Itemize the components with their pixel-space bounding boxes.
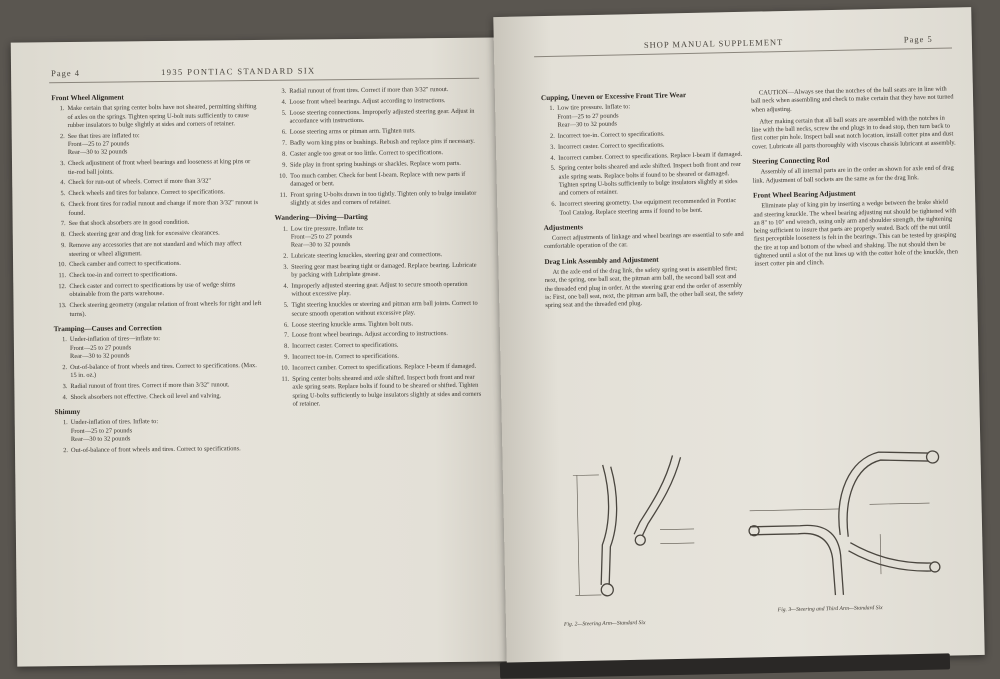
right-page-title: SHOP MANUAL SUPPLEMENT: [643, 37, 784, 50]
list-item-text: Badly worn king pins or bushings. Rebush and replace pins if necessary.: [289, 137, 475, 147]
paragraph: Eliminate play of king pin by inserting a wedge between the brake shield and steering knuckle. The wheel bearing adjusting nut should be tightened with an 8" to 10" end wrench, using only arm and shoulder strength, the tightening being sufficient to insure that parts are properly seated. Back off the nut until first perceptible looseness is felt in the bearings. This can be tested by grasping the tire at top and bottom of the wheel and shaking. The nut should then be tightened until a slot of the nut lines up with the cotter hole of the knuckle, then insert cotter pin and clinch.: [753, 198, 958, 269]
list-item-number: 11.: [58, 272, 67, 280]
list-item: [55, 417, 263, 444]
list-item-text: Front spring U-bolts drawn in too tightly. Tighten only to bulge insulator slightly at sides and corners of retainer.: [290, 189, 477, 207]
right-column-2: [751, 85, 959, 273]
list-item-text: Loose front wheel bearings. Adjust according to instructions.: [291, 330, 448, 340]
list-item: [276, 341, 482, 351]
list-item-text: Check caster and correct to specifications by use of wedge shims obtainable from the parts warehouse.: [69, 281, 236, 299]
list-item-number: 9.: [282, 161, 288, 169]
list-item-number: 1.: [282, 225, 288, 233]
list-item-number: 1.: [62, 336, 67, 344]
list-item-number: 4.: [60, 179, 66, 187]
paragraph: At the axle end of the drag link, the safety spring seat is assembled first; next, the spring, one ball seat, the pitman arm ball, the second ball seat and the threaded end plug in order. At the steering gear end the order of assembly is: First, one ball seat, next, the pitman arm ball, the other ball seat, the safety spring seat and the threaded end plug.: [544, 265, 744, 310]
list-item-number: 7.: [60, 220, 66, 228]
list-item-number: 11.: [281, 375, 290, 383]
list-item: [51, 103, 259, 130]
fig2-ball-joint: [601, 584, 613, 596]
section-heading: Cupping, Uneven or Excessive Front Tire Wear: [540, 91, 687, 103]
list-item: [53, 240, 261, 259]
list-item-number: 6.: [283, 321, 289, 329]
fig2-steering-arm-drawing: [552, 443, 716, 621]
list-item-number: 3.: [281, 87, 287, 95]
list-item: [52, 188, 260, 198]
list-item: [276, 319, 482, 329]
fig2-dim-tick-top: [573, 475, 599, 476]
list-item-number: 1.: [59, 105, 65, 113]
list-item-text: Check wheels and tires for balance. Correct to specifications.: [68, 188, 225, 198]
right-page: [493, 7, 984, 665]
list-item-text: Check adjustment of front wheel bearings and looseness at king pins or tie-rod ball joints.: [67, 158, 251, 176]
list-item-number: 5.: [550, 165, 556, 173]
fig3-third-arm-edge: [750, 533, 835, 597]
list-item-text: Lubricate steering knuckles, steering gear and connections.: [290, 251, 443, 260]
list-item: [274, 189, 480, 208]
list-item-number: 7.: [281, 139, 287, 147]
right-page-label: Page 5: [903, 33, 933, 45]
right-column-1: [541, 90, 746, 315]
list-item-text: Incorrect caster. Correct to specifications.: [291, 341, 399, 351]
list-item-number: 1.: [549, 105, 555, 113]
list-item-text: Loose steering connections. Improperly adjusted steering gear. Adjust in accordance with instructions.: [289, 107, 475, 125]
list-item-text: Check for run-out of wheels. Correct if more than 3/32": [68, 177, 212, 187]
fig2-dimension-line: [577, 475, 580, 595]
list-item-text: Incorrect caster. Correct to specifications.: [557, 141, 665, 151]
list-item: [52, 199, 260, 218]
list-item-number: 5.: [60, 190, 66, 198]
fig3-upper-arm: [838, 451, 931, 535]
fig2-arm-shape: [599, 465, 611, 585]
fig3-caption: Fig. 3—Steering and Third Arm—Standard Six: [777, 605, 883, 614]
list-item: [276, 374, 482, 409]
fig3-dim-line-3: [880, 534, 881, 574]
list-item: [276, 363, 482, 373]
left-page: [11, 37, 512, 666]
list-item-number: 3.: [60, 160, 66, 168]
list-item-text: Incorrect camber. Correct to specifications. Replace I-beam if damaged.: [558, 150, 743, 162]
list-item-text: Remove any accessories that are not standard and which may affect steering or wheel alignment.: [68, 240, 242, 258]
list-item-text: See that shock absorbers are in good condition.: [68, 219, 190, 228]
list-item-text: Loose steering arms or pitman arm. Tighten nuts.: [289, 127, 416, 136]
list-item-text: Under-inflation of tires—inflate to: Front—25 to 27 pounds Rear—30 to 32 pounds: [69, 335, 161, 360]
list-item-number: 2.: [283, 252, 289, 260]
list-item-number: 4.: [281, 98, 287, 106]
section-heading: Wandering—Diving—Darting: [274, 213, 368, 223]
section-heading: Shimmy: [54, 408, 81, 417]
fig3-upper-ball: [926, 451, 938, 463]
section-heading: Tramping—Causes and Correction: [53, 323, 162, 334]
list-item-text: Spring center bolts sheared and axle shifted. Inspect both front and rear axle spring seats. Replace bolts if found to be sheared or damaged. Tighten spring U-bolts sufficiently to bulge insulators slightly at sides and corners of retainer.: [558, 161, 741, 198]
list-item-number: 5.: [283, 302, 289, 310]
left-page-label: Page 4: [51, 67, 81, 79]
list-item: [543, 197, 743, 218]
list-item-text: Check camber and correct to specifications.: [69, 260, 181, 269]
list-item-text: Incorrect toe-in. Correct to specifications.: [557, 130, 665, 140]
list-item-number: 2.: [62, 363, 68, 371]
fig3-lower-arm: [850, 541, 930, 565]
fig3-upper-arm-edge: [846, 459, 930, 537]
list-item-text: Radial runout of front tires. Correct if more than 3/32" runout.: [70, 381, 230, 390]
section-heading: Front Wheel Alignment: [51, 93, 124, 103]
list-item-number: 7.: [283, 332, 289, 340]
left-page-title: 1935 PONTIAC STANDARD SIX: [161, 65, 316, 78]
list-item: [53, 281, 261, 300]
list-item-text: Too much camber. Check for bent I-beam. Replace with new parts if damaged or bent.: [290, 170, 466, 188]
list-item: [53, 229, 261, 239]
list-item-number: 6.: [281, 128, 287, 136]
fig3-steering-third-arm-drawing: [728, 423, 952, 608]
fig3-lower-arm-edge: [849, 549, 931, 573]
list-item-number: 6.: [60, 201, 66, 209]
fig3-third-arm: [750, 525, 843, 597]
left-column-1: [51, 92, 263, 458]
list-item: [54, 334, 262, 361]
list-item: [52, 177, 260, 187]
list-item-number: 1.: [62, 419, 68, 427]
paragraph: CAUTION—Always see that the notches of the ball seats are in line with ball neck when assembling and check to make certain that they have not turned when adjusting.: [751, 85, 954, 114]
list-item-number: 2.: [59, 132, 65, 140]
list-item-number: 3.: [550, 143, 556, 151]
fig3-lower-ball: [930, 562, 940, 572]
list-item: [541, 101, 741, 130]
right-header-rule: [534, 47, 952, 57]
paragraph: Correct adjustments of linkage and wheel bearings are essential to safe and comfortable operation of the car.: [544, 231, 744, 251]
list-item: [274, 159, 480, 169]
list-item-number: 3.: [283, 263, 289, 271]
list-item-number: 13.: [58, 302, 67, 310]
fig3-dim-line: [750, 509, 840, 511]
list-item-text: See that tires are inflated to: Front—25 to 27 pounds Rear—30 to 32 pounds: [67, 132, 140, 157]
list-item: [276, 352, 482, 362]
paragraph: Assembly of all internal parts are in the order as shown for axle end of drag link. Adjustment of ball sockets are the same as for the drag link.: [752, 164, 954, 185]
list-item-number: 9.: [284, 353, 290, 361]
section-heading: Steering Connecting Rod: [752, 156, 830, 166]
list-item-number: 2.: [63, 446, 69, 454]
list-item-number: 6.: [551, 201, 557, 209]
list-item-number: 8.: [60, 231, 66, 239]
section-heading: Drag Link Assembly and Adjustment: [544, 255, 659, 266]
list-item: [53, 300, 261, 319]
list-item-text: Out-of-balance of front wheels and tires. Correct to specifications.: [70, 445, 241, 454]
list-item-text: Steering gear mast bearing tight or damaged. Replace bearing. Lubricate by packing with Lubriplate grease.: [291, 261, 477, 279]
list-item: [55, 445, 263, 455]
list-item-text: Incorrect toe-in. Correct to specifications.: [292, 352, 399, 361]
fig2-caption: Fig. 2—Steering Arm—Standard Six: [563, 620, 646, 628]
list-item: [54, 362, 262, 381]
fig2-second-arm-edge: [641, 457, 683, 536]
list-item-number: 9.: [61, 242, 66, 250]
list-item: [275, 300, 481, 319]
list-item-number: 11.: [279, 191, 288, 199]
fig2-arm-edge: [607, 467, 619, 585]
fig3-dim-line-2: [870, 503, 930, 504]
list-item-text: Incorrect steering geometry. Use equipment recommended in Pontiac Tool Catalog. Replace steering arms if found to be bent.: [559, 197, 737, 217]
list-item-text: Loose front wheel bearings. Adjust according to instructions.: [289, 96, 446, 106]
list-item-text: Side play in front spring bushings or shackles. Replace worn parts.: [290, 159, 461, 169]
list-item-text: Check steering gear and drag link for excessive clearances.: [68, 229, 220, 239]
section-heading: Adjustments: [543, 223, 583, 232]
list-item-text: Low tire pressure. Inflate to: Front—25 to 27 pounds Rear—30 to 32 pounds: [557, 103, 631, 129]
fig2-dim-line-3: [660, 543, 694, 544]
list-item-number: 12.: [58, 283, 67, 291]
list-item-number: 3.: [62, 382, 68, 391]
list-item-text: Incorrect camber. Correct to specifications. Replace I-beam if damaged.: [292, 362, 477, 372]
list-item: [274, 170, 480, 189]
list-item: [274, 148, 480, 158]
list-item: [273, 107, 479, 126]
list-item: [275, 251, 481, 261]
list-item-number: 4.: [283, 282, 289, 290]
list-item-number: 5.: [281, 109, 287, 117]
list-item: [275, 281, 481, 300]
list-item: [273, 86, 479, 96]
left-column-2: [273, 86, 482, 412]
list-item: [274, 138, 480, 148]
fig2-second-ball: [635, 535, 645, 545]
list-item-text: Tight steering knuckles or steering and pitman arm ball joints. Correct to secure smooth operation without excessive play.: [291, 300, 478, 318]
list-item: [274, 127, 480, 137]
list-item-number: 4.: [62, 393, 68, 401]
list-item-number: 8.: [282, 150, 287, 158]
list-item: [53, 270, 261, 280]
list-item: [53, 218, 261, 228]
fig2-dim-line-2: [660, 529, 694, 530]
list-item: [275, 262, 481, 281]
list-item: [53, 259, 261, 269]
list-item-text: Caster angle too great or too little. Correct to specifications.: [289, 148, 444, 158]
list-item: [276, 330, 482, 340]
list-item-number: 2.: [549, 132, 555, 140]
list-item-text: Check front tires for radial runout and change if more than 3/32" runout is found.: [68, 199, 258, 217]
list-item-number: 10.: [279, 172, 288, 180]
left-header-rule: [49, 78, 479, 84]
list-item-text: Make certain that spring center bolts have not sheared, permitting shifting of axles on the springs. Tighten spring U-bolt nuts sufficiently to cause rubber insulators to bulge slightly at sides and corners of retainer.: [67, 103, 257, 129]
list-item-text: Under-inflation of tires. Inflate to: Front—25 to 27 pounds Rear—30 to 32 pounds: [70, 418, 159, 443]
list-item-text: Improperly adjusted steering gear. Adjust to secure smooth operation without excessive play.: [291, 281, 468, 299]
list-item: [52, 131, 260, 158]
list-item-number: 10.: [58, 261, 67, 269]
list-item: [275, 223, 481, 250]
list-item: [273, 97, 479, 107]
list-item-text: Radial runout of front tires. Correct if more than 3/32" runout.: [289, 86, 449, 95]
list-item: [52, 158, 260, 177]
fig2-second-arm: [632, 455, 674, 534]
paragraph: After making certain that all ball seats are assembled with the notches in line with the ball necks, screw the end plugs in to dead stop, then turn back to first cotter pin hole. Inspect ball seat notch location, install cotter pins and dust cover. Lubricate all parts thoroughly with viscous chassis lubricant at assembly.: [751, 114, 956, 151]
list-item-text: Out-of-balance of front wheels and tires. Correct to specifications. (Max. 15 in. oz.): [70, 361, 257, 380]
list-item-text: Spring center bolts sheared and axle shifted. Inspect both front and rear axle spring seats. Replace bolts if found to be sheared or shifted. Tighten spring U-bolts sufficiently to bulge insulators slightly at sides and corners of retainer.: [292, 373, 482, 408]
list-item-text: Check steering geometry (angular relation of front wheels for right and left turns).: [69, 300, 262, 318]
list-item: [54, 392, 262, 402]
section-heading: Front Wheel Bearing Adjustment: [752, 189, 856, 200]
list-item-text: Low tire pressure. Inflate to: Front—25 to 27 pounds Rear—30 to 32 pounds: [290, 224, 364, 249]
list-item-number: 4.: [550, 154, 556, 162]
list-item-text: Shock absorbers not effective. Check oil level and valving.: [70, 392, 222, 401]
list-item-number: 8.: [284, 343, 289, 351]
list-item: [542, 161, 743, 198]
list-item: [54, 381, 262, 391]
list-item-number: 10.: [281, 364, 290, 372]
list-item-text: Check toe-in and correct to specifications.: [69, 271, 178, 280]
list-item-text: Loose steering knuckle arms. Tighten bolt nuts.: [291, 319, 414, 329]
